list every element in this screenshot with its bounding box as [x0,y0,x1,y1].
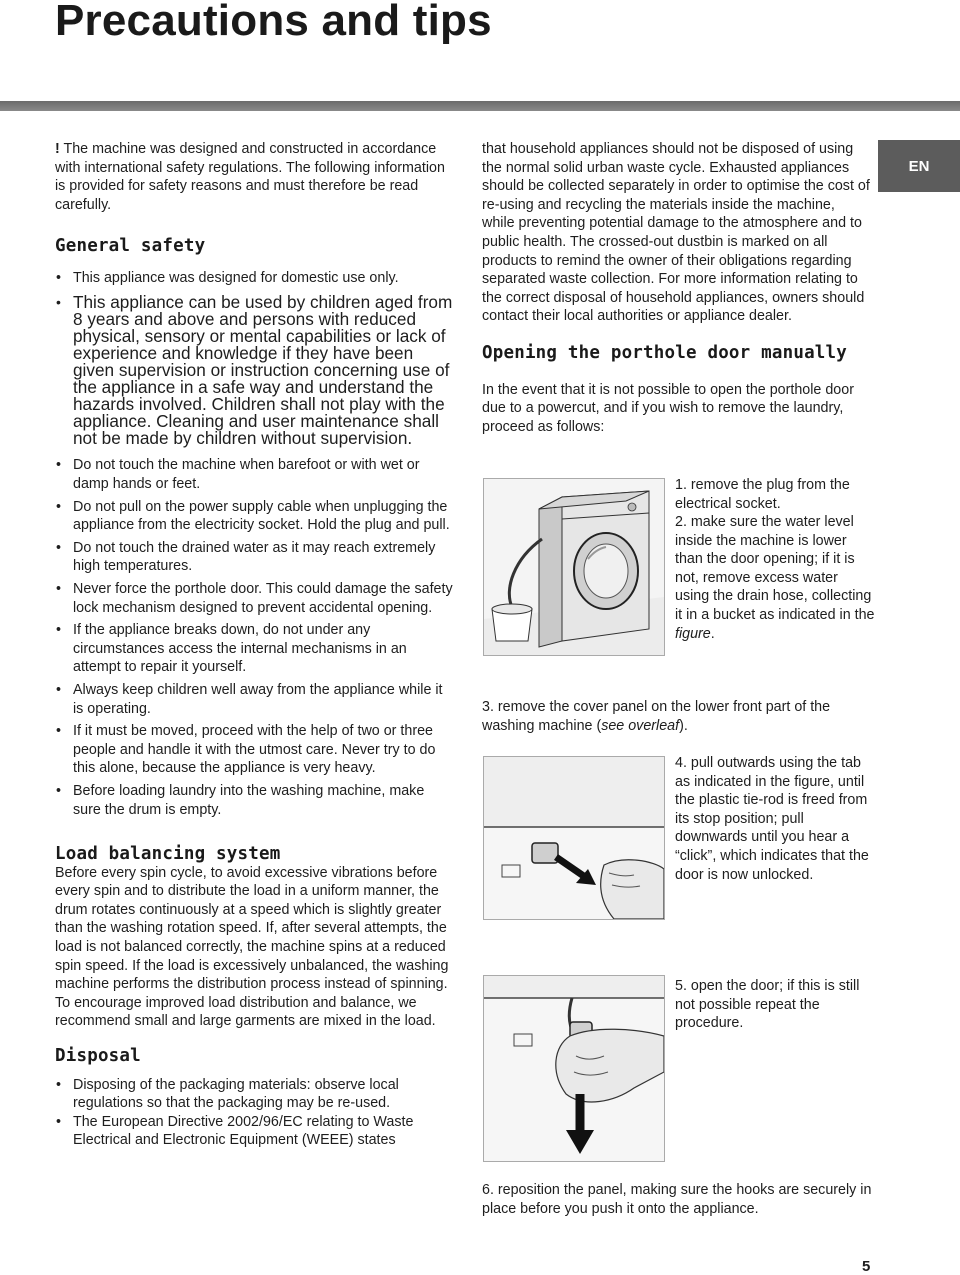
page-title: Precautions and tips [55,0,492,45]
pull-down-illustration [484,976,664,1161]
list-item: • Always keep children well away from the appliance while it is operating. [56,681,443,717]
list-item: • If the appliance breaks down, do not under any circumstances access the internal mechanisms in an attempt to repair it yourself. [56,622,407,676]
washing-machine-drain-illustration [484,479,664,655]
porthole-heading: Opening the porthole door manually [482,342,848,363]
language-badge: EN [878,140,960,192]
list-item: • Never force the porthole door. This could damage the safety lock mechanism designed to prevent accidental opening. [56,580,453,616]
left-column [55,140,455,1150]
warning-mark: ! [55,141,60,157]
intro-text: The machine was designed and constructed in accordance with international safety regulations. The following information is provided for safety reasons and must therefore be read carefully. [55,141,445,213]
list-item: • Do not pull on the power supply cable when unplugging the appliance from the electricity socket. Hold the plug and pull. [56,498,450,534]
general-safety-list [55,269,455,819]
general-safety-heading: General safety [55,236,206,257]
pull-down-figure [483,975,665,1162]
list-item: • Do not touch the machine when barefoot or with wet or damp hands or feet. [56,457,420,492]
load-balancing-text: Before every spin cycle, to avoid excessive vibrations before every spin and to distribute the load in a uniform manner, the drum rotates continuously at a speed which is slightly greater than the washing rotation speed. If, after several attempts, the load is not balanced correctly, the machine spins at a reduced spin speed. If the load is excessively unbalanced, the washing machine performs the distribution process instead of spinning. To encourage improved load distribution and balance, we recommend small and large garments are mixed in the load. [55,864,449,1030]
list-item: • Disposing of the packaging materials: observe local regulations so that the packaging may be re-used. [56,1076,399,1112]
washing-machine-drain-figure [483,478,665,656]
pull-tab-illustration [484,757,664,919]
page-number: 5 [862,1258,871,1275]
load-balancing-heading: Load balancing system [55,844,281,865]
right-column-top [482,140,870,436]
list-item: • If it must be moved, proceed with the help of two or three people and handle it with the utmost care. Never try to do this alone, because the appliance is very heavy. [56,723,436,777]
step-2: 2. make sure the water level inside the machine is lower than the door opening; if it is not, remove excess water using the drain hose, collecting it in a bucket as indicated in the figure. [675,514,875,642]
list-item: • This appliance was designed for domestic use only. [56,269,399,286]
step-6: 6. reposition the panel, making sure the hooks are securely in place before you push it onto the appliance. [482,1182,872,1217]
list-item: • This appliance can be used by children aged from 8 years and above and persons with reduced physical, sensory or mental capabilities or lack of experience and knowledge if they have been given supervision or instruction concerning use of the appliance in a safe way and understand the hazards involved. Children shall not play with the appliance. Cleaning and user maintenance shall not be made by children without supervision. [56,291,453,449]
list-item: • Do not touch the drained water as it may reach extremely high temperatures. [56,539,436,575]
porthole-intro: In the event that it is not possible to open the porthole door due to a powercut, and if you wish to remove the laundry, proceed as follows: [482,381,854,435]
list-item: • The European Directive 2002/96/EC relating to Waste Electrical and Electronic Equipment (WEEE) states [56,1113,414,1149]
step-4: 4. pull outwards using the tab as indicated in the figure, until the plastic tie-rod is freed from its stop position; pull downwards until you hear a “click”, which indicates that the door is now unlocked. [675,755,869,883]
step-5: 5. open the door; if this is still not possible repeat the procedure. [675,978,860,1032]
title-divider-bar [0,101,960,111]
disposal-heading: Disposal [55,1046,141,1067]
disposal-continued-text: that household appliances should not be disposed of using the normal solid urban waste cycle. Exhausted appliances should be collected separately in order to optimise the cost of re-using and recycling the materials inside the machine, while preventing potential damage to the atmosphere and to public health. The crossed-out dustbin is marked on all products to remind the owner of their obligations regarding separated waste collection. For more information relating to the correct disposal of household appliances, owners should contact their local authorities or appliance dealer. [482,141,870,325]
intro-paragraph [55,140,455,214]
step-3: 3. remove the cover panel on the lower front part of the washing machine (see overleaf). [482,699,831,734]
pull-tab-figure [483,756,665,920]
list-item: • Before loading laundry into the washing machine, make sure the drum is empty. [56,782,425,818]
disposal-list [55,1076,455,1150]
step-1: 1. remove the plug from the electrical socket. [675,477,850,512]
